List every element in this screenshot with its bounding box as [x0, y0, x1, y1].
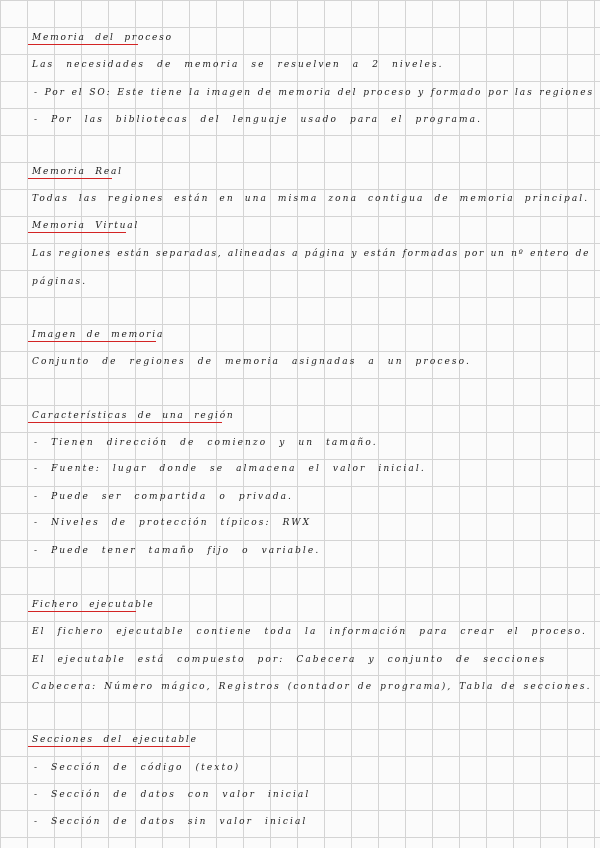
list-item: - Niveles de protección típicos: RWX: [34, 518, 312, 528]
list-item: - Sección de código (texto): [34, 763, 241, 773]
list-item: - Puede tener tamaño fijo o variable.: [34, 546, 321, 556]
list-item: - Tienen dirección de comienzo y un tamaño.: [34, 438, 378, 448]
heading-underline: [28, 178, 112, 179]
heading-underline: [28, 746, 190, 747]
heading-caracteristicas-region: Características de una región: [32, 411, 235, 421]
text-line: El fichero ejecutable contiene toda la información para crear el proceso.: [32, 627, 587, 637]
heading-fichero-ejecutable: Fichero ejecutable: [32, 600, 155, 610]
list-item: - Por las bibliotecas del lenguaje usado para el programa.: [34, 115, 483, 125]
heading-memoria-virtual: Memoria Virtual: [32, 221, 140, 231]
text-line: Las necesidades de memoria se resuelven a 2 niveles.: [32, 60, 444, 70]
text-line: Las regiones están separadas, alineadas a página y están formadas por un nº entero de: [32, 249, 591, 259]
heading-underline: [28, 341, 156, 342]
text-line: páginas.: [32, 277, 88, 287]
text-line: Conjunto de regiones de memoria asignadas a un proceso.: [32, 357, 471, 367]
list-item: - Puede ser compartida o privada.: [34, 492, 294, 502]
heading-underline: [28, 44, 138, 45]
list-item: - Sección de datos sin valor inicial: [34, 817, 308, 827]
heading-underline: [28, 611, 136, 612]
list-item: - Por el SO: Este tiene la imagen de memoria del proceso y formado por las regiones: [34, 88, 594, 98]
heading-imagen-de-memoria: Imagen de memoria: [32, 330, 165, 340]
text-line: Cabecera: Número mágico, Registros (contador de programa), Tabla de secciones.: [32, 682, 592, 692]
heading-memoria-del-proceso: Memoria del proceso: [32, 33, 173, 43]
list-item: - Sección de datos con valor inicial: [34, 790, 311, 800]
heading-secciones-ejecutable: Secciones del ejecutable: [32, 735, 198, 745]
text-line: Todas las regiones están en una misma zona contigua de memoria principal.: [32, 194, 590, 204]
heading-memoria-real: Memoria Real: [32, 167, 123, 177]
text-line: El ejecutable está compuesto por: Cabecera y conjunto de secciones: [32, 655, 547, 665]
list-item: - Fuente: lugar donde se almacena el valor inicial.: [34, 464, 426, 474]
heading-underline: [28, 422, 222, 423]
heading-underline: [28, 232, 126, 233]
